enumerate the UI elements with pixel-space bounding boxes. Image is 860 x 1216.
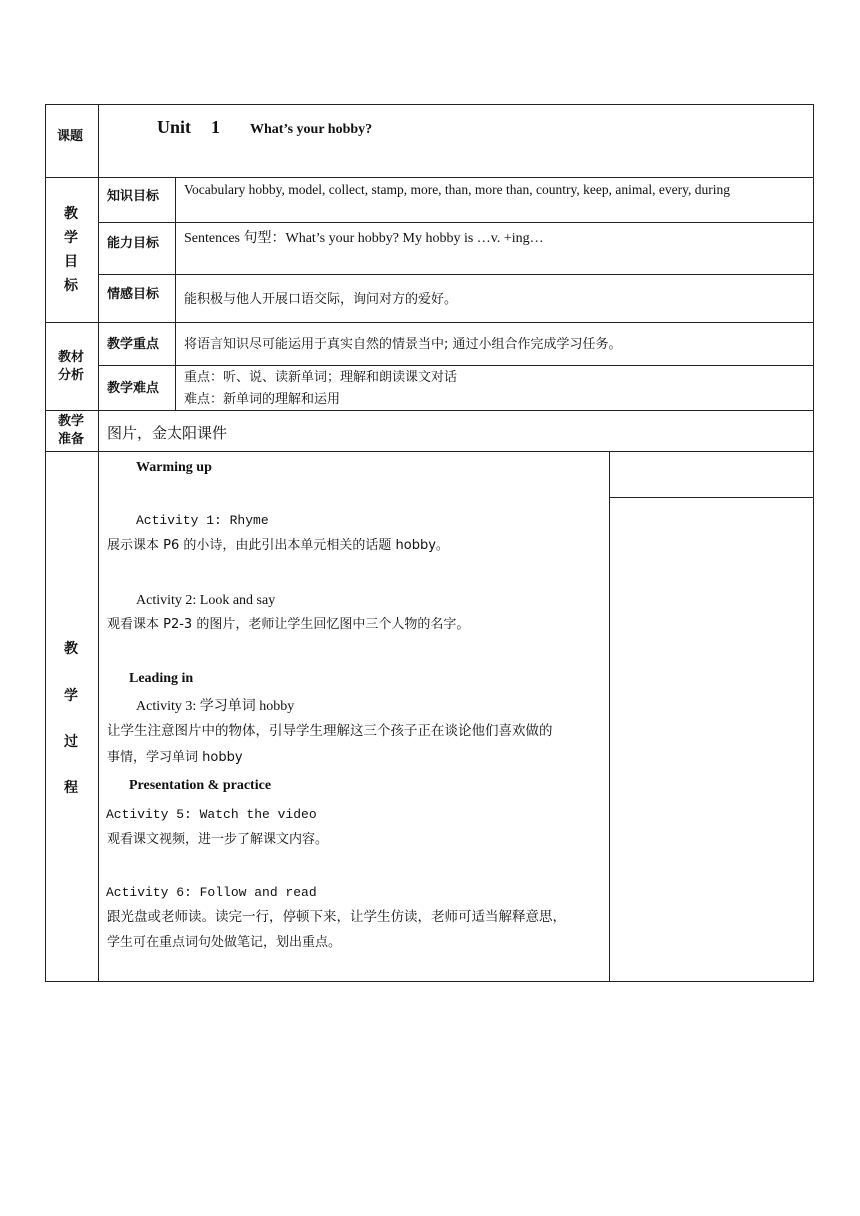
row-divider bbox=[98, 222, 814, 223]
ability-goal-content: Sentences 句型：What’s your hobby? My hobby is …v. +ing… bbox=[184, 231, 544, 246]
column-divider bbox=[609, 451, 610, 982]
row-divider bbox=[45, 451, 814, 452]
table-border-bottom bbox=[45, 981, 814, 982]
emotion-goal-content: 能积极与他人开展口语交际，询问对方的爱好。 bbox=[184, 292, 458, 307]
knowledge-goal-label: 知识目标 bbox=[107, 189, 160, 204]
activity-3-text-2: 事情，学习单词 hobby bbox=[107, 750, 243, 765]
side-char: 标 bbox=[64, 278, 78, 294]
prep-side-label-2: 准备 bbox=[58, 432, 85, 447]
side-char: 学 bbox=[64, 688, 78, 704]
side-char: 教 bbox=[64, 206, 78, 222]
key-points-label: 教学重点 bbox=[107, 337, 160, 352]
activity-2-title: Activity 2: Look and say bbox=[136, 593, 276, 608]
difficulties-line-2: 难点：新单词的理解和运用 bbox=[184, 392, 341, 407]
activity-6-text-2: 学生可在重点词句处做笔记，划出重点。 bbox=[107, 935, 342, 950]
row-divider bbox=[98, 365, 814, 366]
table-border-right bbox=[813, 104, 814, 982]
prep-content: 图片，金太阳课件 bbox=[107, 424, 228, 442]
side-char: 目 bbox=[64, 254, 78, 270]
side-char: 过 bbox=[64, 734, 78, 750]
row-divider bbox=[98, 274, 814, 275]
section-warming-up: Warming up bbox=[136, 460, 212, 475]
unit-number: 1 bbox=[211, 117, 221, 137]
topic-label: 课题 bbox=[57, 129, 84, 144]
ability-goal-label: 能力目标 bbox=[107, 236, 160, 251]
process-side-label bbox=[61, 640, 81, 803]
section-presentation: Presentation & practice bbox=[129, 778, 272, 793]
column-divider bbox=[175, 177, 176, 410]
analysis-side-label-2: 分析 bbox=[58, 368, 85, 383]
row-divider bbox=[45, 322, 814, 323]
knowledge-goal-content: Vocabulary hobby, model, collect, stamp, more, than, more than, country, keep, animal, every, during bbox=[184, 182, 730, 197]
analysis-side-label-1: 教材 bbox=[58, 350, 85, 365]
activity-5-text: 观看课文视频，进一步了解课文内容。 bbox=[107, 832, 329, 847]
key-points-content: 将语言知识尽可能运用于真实自然的情景当中; 通过小组合作完成学习任务。 bbox=[184, 337, 622, 352]
section-leading-in: Leading in bbox=[129, 671, 194, 686]
row-divider bbox=[45, 410, 814, 411]
difficulties-line-1: 重点：听、说、读新单词；理解和朗读课文对话 bbox=[184, 370, 458, 385]
activity-3-title: Activity 3: 学习单词 hobby bbox=[136, 699, 295, 714]
row-divider bbox=[609, 497, 814, 498]
activity-1-text: 展示课本 P6 的小诗，由此引出本单元相关的话题 hobby。 bbox=[107, 538, 449, 553]
emotion-goal-label: 情感目标 bbox=[107, 287, 160, 302]
lesson-title bbox=[157, 117, 372, 138]
objectives-side-label bbox=[61, 205, 81, 301]
prep-side-label-1: 教学 bbox=[58, 414, 85, 429]
unit-word: Unit bbox=[157, 117, 192, 137]
difficulties-label: 教学难点 bbox=[107, 381, 160, 396]
side-char: 学 bbox=[64, 230, 78, 246]
side-char: 教 bbox=[64, 641, 78, 657]
table-border-left bbox=[45, 104, 46, 982]
activity-1-title: Activity 1: Rhyme bbox=[136, 513, 269, 528]
table-border-top bbox=[45, 104, 814, 105]
activity-3-text-1: 让学生注意图片中的物体，引导学生理解这三个孩子正在谈论他们喜欢做的 bbox=[107, 723, 553, 739]
row-divider bbox=[45, 177, 814, 178]
side-char: 程 bbox=[64, 780, 78, 796]
activity-2-text: 观看课本 P2-3 的图片，老师让学生回忆图中三个人物的名字。 bbox=[107, 617, 470, 632]
activity-6-title: Activity 6: Follow and read bbox=[106, 885, 317, 900]
activity-6-text-1: 跟光盘或老师读。读完一行，停顿下来，让学生仿读，老师可适当解释意思， bbox=[107, 909, 566, 925]
lesson-title-text: What’s your hobby? bbox=[250, 122, 373, 137]
column-divider bbox=[98, 104, 99, 982]
activity-5-title: Activity 5: Watch the video bbox=[106, 807, 317, 822]
